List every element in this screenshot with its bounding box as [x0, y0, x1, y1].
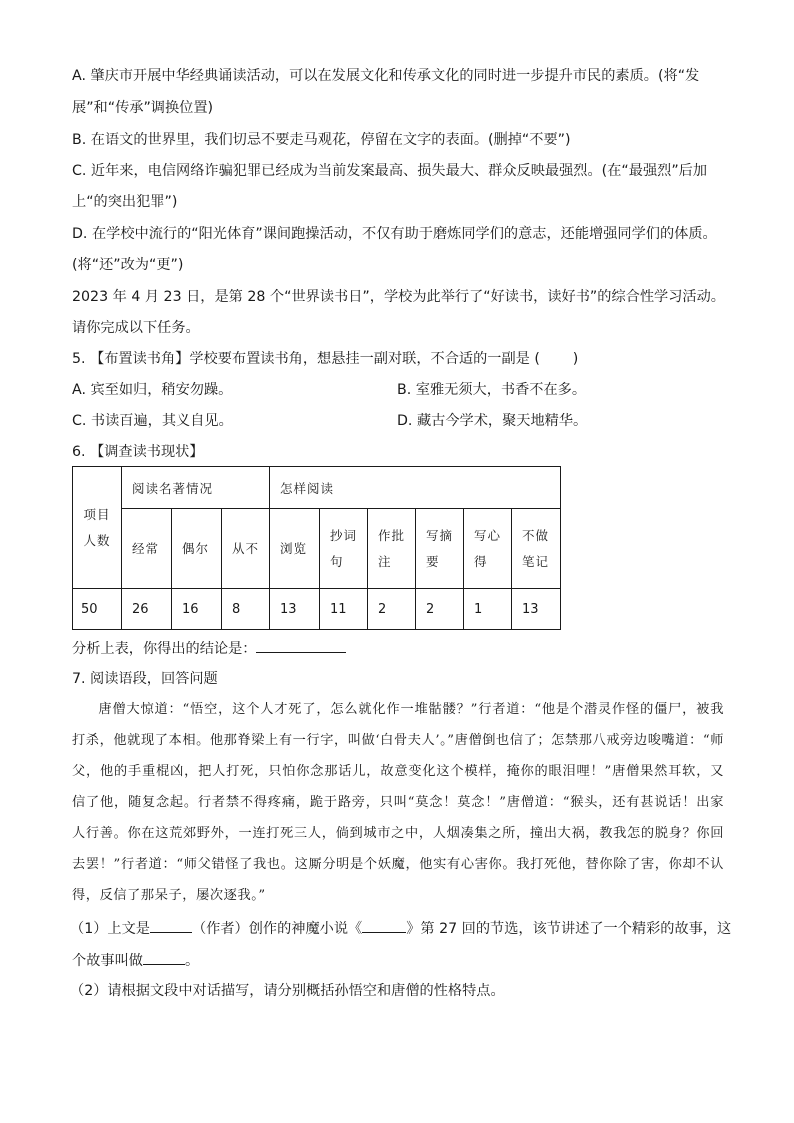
table-cell: 1 [464, 589, 512, 630]
table-cell: 11 [320, 589, 368, 630]
q7-passage-text: 唐僧大惊道：“悟空，这个人才死了，怎么就化作一堆骷髅？”行者道：“他是个潜灵作怪的僵尸，被我打杀，他就现了本相。他那脊梁上有一行字，叫做‘白骨夫人’。”唐僧倒也信了；怎禁那八戒旁边唆嘴道：“师父，他的手重棍凶，把人打死，只怕你念那话儿，故意变化这个模样，掩你的眼泪哩！”唐僧果然耳软，又信了他，随复念起。行者禁不得疼痛，跪于路旁，只叫“莫念！莫念！”唐僧道：“猴头，还有甚说话！出家人行善。你在这荒郊野外，一连打死三人，倘到城市之中，人烟凑集之所，撞出大祸，教我怎的脱身？你回去罢！”行者道：“师父错怪了我也。这厮分明是个妖魔，他实有心害你。我打死他，替你除了害，你却不认得，反信了那呆子，屡次逐我。” [72, 702, 724, 903]
table-cell: 13 [512, 589, 561, 630]
col-header-line2: 注 [378, 553, 392, 569]
q7-sub2: （2）请根据文段中对话描写，请分别概括孙悟空和唐僧的性格特点。 [70, 983, 505, 999]
q7-sub1-part1: （1）上文是 [70, 921, 150, 937]
q7-sub1-part3: 》第 27 回的节选，该节讲述了一个精彩的故事，这 [406, 921, 732, 937]
q4-option-a-line2: 展”和“传承”调换位置) [72, 100, 214, 116]
col-header [368, 509, 416, 589]
col-header [416, 509, 464, 589]
q5-option-c: C. 书读百遍，其义自见。 [72, 413, 233, 429]
table-cell: 26 [122, 589, 172, 630]
q4-option-d-line2: (将“还”改为“更”) [72, 257, 184, 273]
table-cell: 2 [416, 589, 464, 630]
q7-sub1-line2 [72, 950, 199, 971]
row-header-line1: 项目 [83, 506, 111, 522]
group-header-famous-books: 阅读名著情况 [122, 467, 270, 509]
q7-sub1-line1 [70, 918, 731, 939]
q6-prompt [72, 638, 346, 659]
novel-title-blank[interactable] [362, 918, 406, 933]
col-header-line2: 句 [330, 553, 344, 569]
intro-line1: 2023 年 4 月 23 日，是第 28 个“世界读书日”，学校为此举行了“好读书，读好书”的综合性学习活动。 [72, 289, 725, 305]
col-header [270, 509, 320, 589]
q4-option-a-line1: A. 肇庆市开展中华经典诵读活动，可以在发展文化和传承文化的同时进一步提升市民的素质。(将“发 [72, 68, 700, 84]
col-header [172, 509, 222, 589]
q4-option-b: B. 在语文的世界里，我们切忌不要走马观花，停留在文字的表面。(删掉“不要”) [72, 132, 571, 148]
col-header [512, 509, 561, 589]
q6-stem: 6. 【调查读书现状】 [72, 444, 204, 460]
q4-option-d-line1: D. 在学校中流行的“阳光体育”课间跑操活动，不仅有助于磨炼同学们的意志，还能增强同学们的体质。 [72, 226, 717, 242]
table-row-header [73, 467, 122, 589]
q7-sub1-part2: （作者）创作的神魔小说《 [191, 921, 363, 937]
q5-option-d: D. 藏古今学术，聚天地精华。 [397, 413, 588, 429]
total-count: 50 [73, 589, 122, 630]
q7-passage [72, 694, 724, 911]
q6-prompt-text: 分析上表，你得出的结论是： [72, 641, 257, 657]
q5-option-b: B. 室雅无须大，书香不在多。 [397, 382, 587, 398]
col-header-line2: 要 [426, 553, 440, 569]
table-cell: 8 [222, 589, 270, 630]
col-header-line1: 作批 [378, 527, 406, 543]
q5-option-a: A. 宾至如归，稍安勿躁。 [72, 382, 233, 398]
col-header-line1: 写心 [474, 527, 502, 543]
col-header-line1: 偶尔 [182, 540, 210, 556]
col-header [122, 509, 172, 589]
q4-option-c-line2: 上“的突出犯罪”) [72, 194, 178, 210]
col-header-line1: 浏览 [280, 540, 308, 556]
col-header [222, 509, 270, 589]
q5-stem: 5. 【布置读书角】学校要布置读书角，想悬挂一副对联，不合适的一副是 ( ) [72, 351, 579, 367]
col-header [464, 509, 512, 589]
col-header-line1: 经常 [132, 540, 160, 556]
table-cell: 16 [172, 589, 222, 630]
col-header-line1: 写摘 [426, 527, 454, 543]
q7-stem: 7. 阅读语段，回答问题 [72, 671, 218, 687]
intro-line2: 请你完成以下任务。 [72, 320, 200, 336]
reading-survey-table [72, 466, 561, 630]
group-header-how-to-read: 怎样阅读 [270, 467, 561, 509]
col-header [320, 509, 368, 589]
table-cell: 2 [368, 589, 416, 630]
table-cell: 13 [270, 589, 320, 630]
q7-sub1-line2-text: 个故事叫做 [72, 953, 143, 969]
author-blank[interactable] [150, 918, 192, 933]
col-header-line1: 从不 [232, 540, 260, 556]
row-header-line2: 人数 [83, 532, 111, 548]
q6-answer-blank[interactable] [256, 638, 346, 653]
col-header-line2: 笔记 [522, 553, 550, 569]
col-header-line1: 不做 [522, 527, 550, 543]
story-name-blank[interactable] [143, 950, 185, 965]
q7-sub1-end: 。 [184, 953, 200, 969]
col-header-line2: 得 [474, 553, 488, 569]
q4-option-c-line1: C. 近年来，电信网络诈骗犯罪已经成为当前发案最高、损失最大、群众反映最强烈。(在“最强烈”后加 [72, 163, 708, 179]
col-header-line1: 抄词 [330, 527, 358, 543]
